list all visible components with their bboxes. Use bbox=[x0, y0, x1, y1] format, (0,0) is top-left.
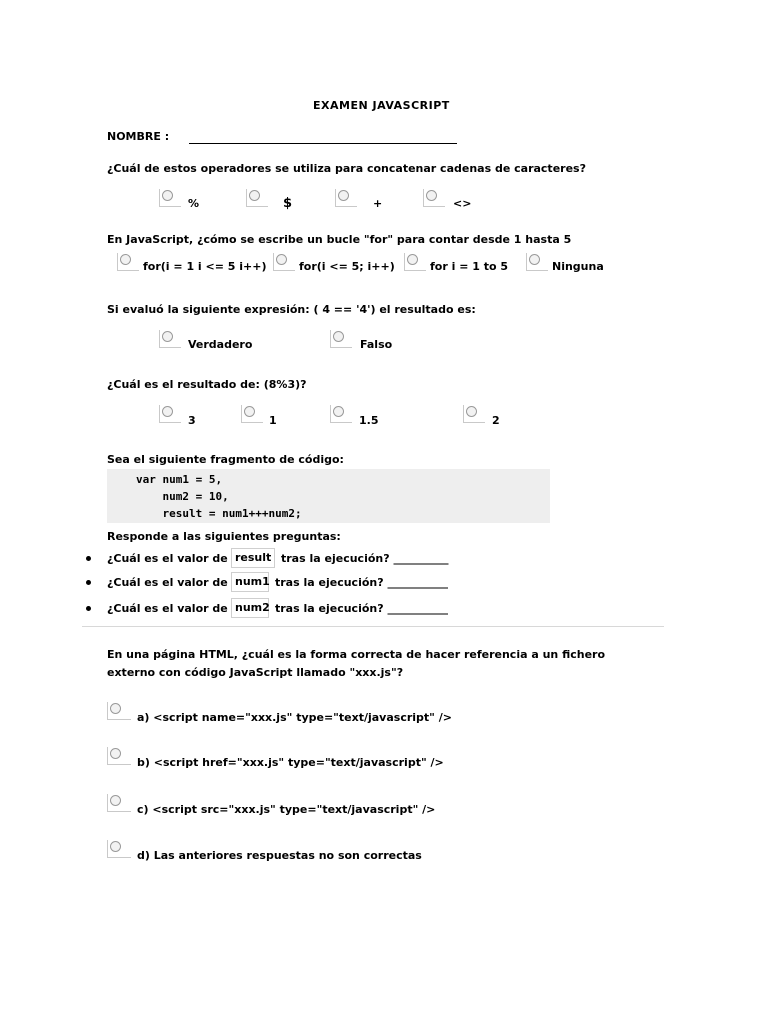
question-6-text-line2: externo con código JavaScript llamado "xxx.js"? bbox=[107, 666, 404, 679]
q2-option-3: for i = 1 to 5 bbox=[430, 260, 509, 273]
q6-option-a: a) <script name="xxx.js" type="text/javascript" /> bbox=[137, 711, 452, 724]
radio-icon bbox=[529, 254, 540, 265]
q5-item-3-post: tras la ejecución? ___________ bbox=[275, 602, 448, 615]
radio-icon bbox=[333, 331, 344, 342]
q6-option-c: c) <script src="xxx.js" type="text/javascript" /> bbox=[137, 803, 436, 816]
radio-icon bbox=[110, 703, 121, 714]
q1-option-4: <> bbox=[453, 197, 472, 210]
q2-radio-4[interactable] bbox=[526, 253, 548, 271]
nombre-label: NOMBRE : bbox=[107, 130, 170, 143]
q4-radio-4[interactable] bbox=[463, 405, 485, 423]
q1-option-2: $ bbox=[283, 196, 293, 211]
bullet-2 bbox=[86, 580, 91, 585]
q6-radio-c[interactable] bbox=[107, 794, 131, 812]
q2-option-2: for(i <= 5; i++) bbox=[299, 260, 395, 273]
q1-option-1: % bbox=[188, 197, 200, 210]
q4-option-3: 1.5 bbox=[359, 414, 379, 427]
q4-option-4: 2 bbox=[492, 414, 500, 427]
q5-item-2-post: tras la ejecución? ___________ bbox=[275, 576, 448, 589]
q6-option-b: b) <script href="xxx.js" type="text/javascript" /> bbox=[137, 756, 444, 769]
q5-item-3-pre: ¿Cuál es el valor de bbox=[107, 602, 228, 615]
q6-radio-a[interactable] bbox=[107, 702, 131, 720]
radio-icon bbox=[162, 190, 173, 201]
q6-option-d: d) Las anteriores respuestas no son correctas bbox=[137, 849, 422, 862]
radio-icon bbox=[244, 406, 255, 417]
q5-item-3-var: num2 bbox=[231, 598, 269, 618]
radio-icon bbox=[407, 254, 418, 265]
radio-icon bbox=[162, 331, 173, 342]
q2-radio-2[interactable] bbox=[273, 253, 295, 271]
q3-option-1: Verdadero bbox=[188, 338, 253, 351]
divider bbox=[82, 626, 664, 627]
q5-item-1-post: tras la ejecución? __________ bbox=[281, 552, 449, 565]
q4-radio-3[interactable] bbox=[330, 405, 352, 423]
question-1-text: ¿Cuál de estos operadores se utiliza para concatenar cadenas de caracteres? bbox=[107, 162, 586, 175]
question-2-text: En JavaScript, ¿cómo se escribe un bucle "for" para contar desde 1 hasta 5 bbox=[107, 233, 572, 246]
q3-radio-2[interactable] bbox=[330, 330, 352, 348]
radio-icon bbox=[426, 190, 437, 201]
q5-item-2-var: num1 bbox=[231, 572, 269, 592]
q1-radio-1[interactable] bbox=[159, 189, 181, 207]
code-line-3: result = num1+++num2; bbox=[136, 507, 302, 520]
radio-icon bbox=[276, 254, 287, 265]
q2-option-1: for(i = 1 i <= 5 i++) bbox=[143, 260, 267, 273]
q5-item-1-var: result bbox=[231, 548, 275, 568]
question-4-text: ¿Cuál es el resultado de: (8%3)? bbox=[107, 378, 307, 391]
radio-icon bbox=[466, 406, 477, 417]
nombre-input-line[interactable] bbox=[189, 143, 457, 144]
q4-option-1: 3 bbox=[188, 414, 196, 427]
q1-option-3: + bbox=[373, 197, 383, 210]
radio-icon bbox=[338, 190, 349, 201]
q2-radio-1[interactable] bbox=[117, 253, 139, 271]
radio-icon bbox=[333, 406, 344, 417]
q2-radio-3[interactable] bbox=[404, 253, 426, 271]
q5-item-1-pre: ¿Cuál es el valor de bbox=[107, 552, 228, 565]
radio-icon bbox=[162, 406, 173, 417]
question-5-intro: Responde a las siguientes preguntas: bbox=[107, 530, 341, 543]
radio-icon bbox=[110, 841, 121, 852]
bullet-1 bbox=[86, 556, 91, 561]
question-6-text-line1: En una página HTML, ¿cuál es la forma correcta de hacer referencia a un fichero bbox=[107, 648, 606, 661]
q6-radio-d[interactable] bbox=[107, 840, 131, 858]
q3-radio-1[interactable] bbox=[159, 330, 181, 348]
code-line-1: var num1 = 5, bbox=[136, 473, 223, 486]
q6-radio-b[interactable] bbox=[107, 747, 131, 765]
radio-icon bbox=[110, 795, 121, 806]
question-5-text: Sea el siguiente fragmento de código: bbox=[107, 453, 344, 466]
q5-item-2-pre: ¿Cuál es el valor de bbox=[107, 576, 228, 589]
page-title: EXAMEN JAVASCRIPT bbox=[313, 99, 450, 112]
radio-icon bbox=[120, 254, 131, 265]
radio-icon bbox=[249, 190, 260, 201]
radio-icon bbox=[110, 748, 121, 759]
q1-radio-3[interactable] bbox=[335, 189, 357, 207]
q4-radio-1[interactable] bbox=[159, 405, 181, 423]
q1-radio-2[interactable] bbox=[246, 189, 268, 207]
q1-radio-4[interactable] bbox=[423, 189, 445, 207]
q4-option-2: 1 bbox=[269, 414, 277, 427]
q4-radio-2[interactable] bbox=[241, 405, 263, 423]
q3-option-2: Falso bbox=[360, 338, 393, 351]
q2-option-4: Ninguna bbox=[552, 260, 604, 273]
bullet-3 bbox=[86, 606, 91, 611]
code-line-2: num2 = 10, bbox=[136, 490, 229, 503]
question-3-text: Si evaluó la siguiente expresión: ( 4 == '4') el resultado es: bbox=[107, 303, 476, 316]
